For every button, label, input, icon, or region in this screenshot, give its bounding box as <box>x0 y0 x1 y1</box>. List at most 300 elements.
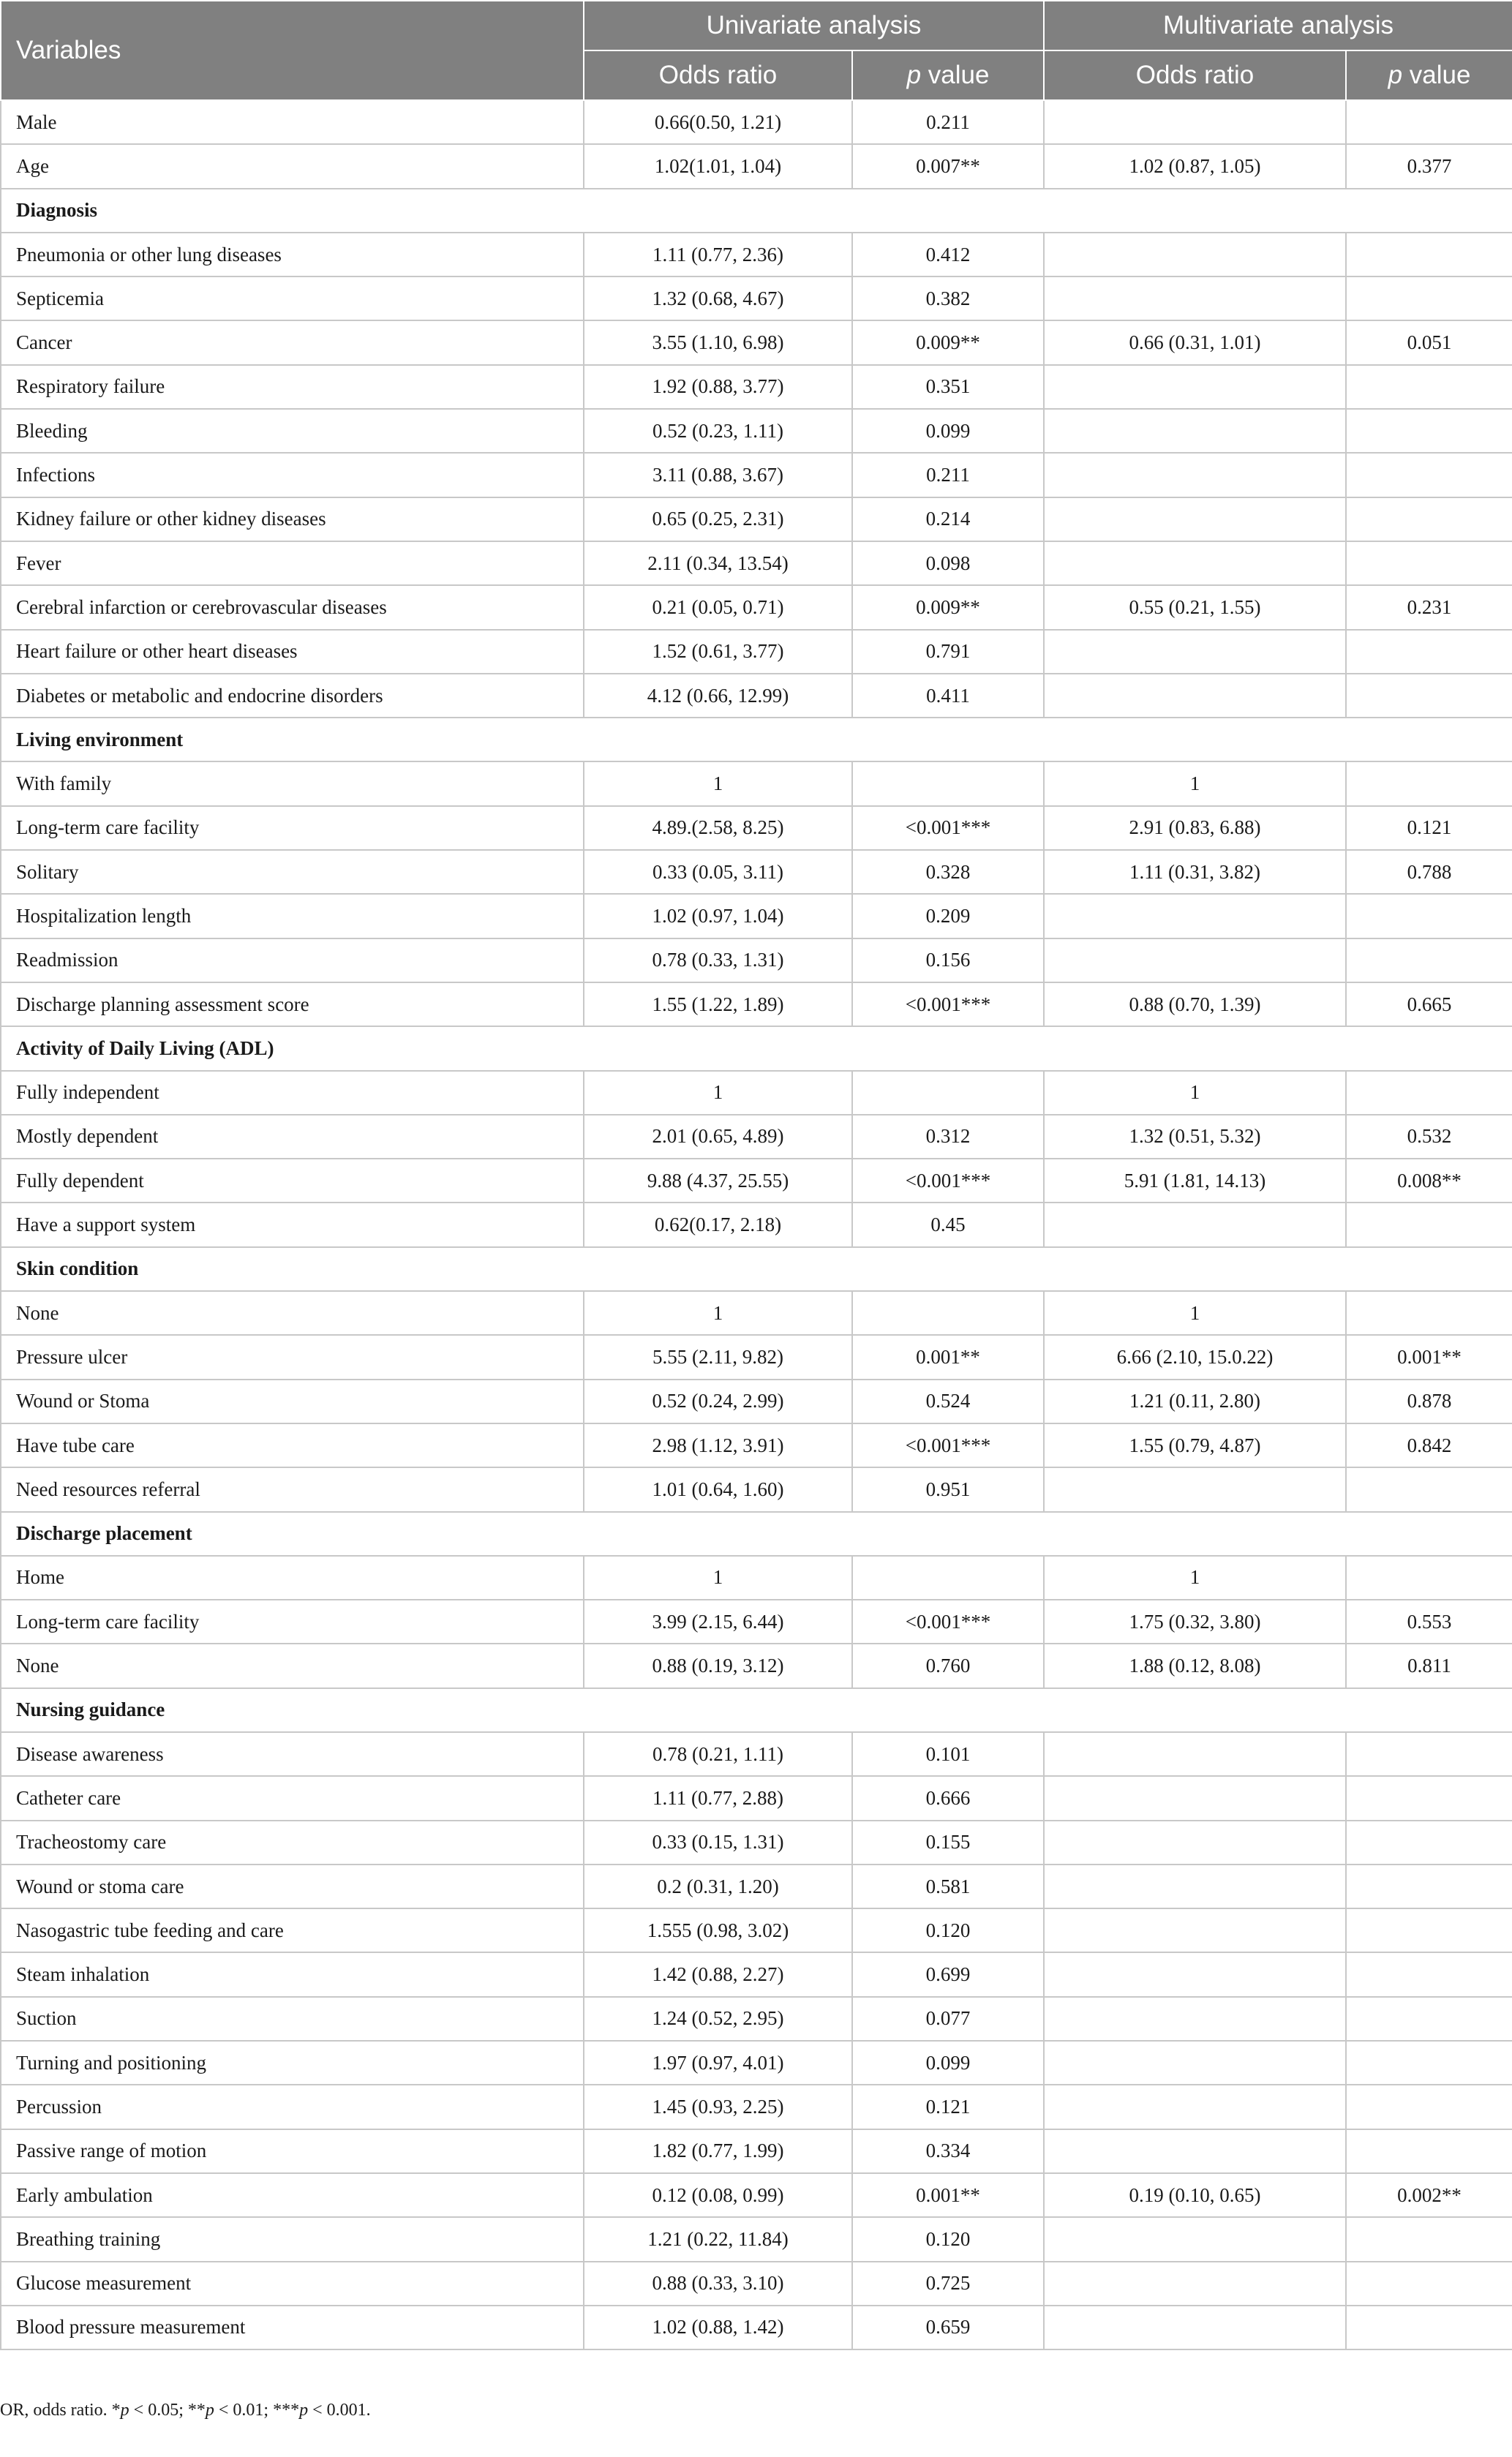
table-row <box>1 1071 1512 1115</box>
univariate-odds-ratio-cell: 2.98 (1.12, 3.91) <box>584 1423 852 1467</box>
variable-cell: Pneumonia or other lung diseases <box>1 233 584 276</box>
multivariate-odds-ratio-cell <box>1044 1908 1346 1952</box>
header-variables: Variables <box>1 1 584 100</box>
variable-cell: Breathing training <box>1 2217 584 2261</box>
multivariate-odds-ratio-cell: 1 <box>1044 1071 1346 1115</box>
section-label: Nursing guidance <box>1 1688 1512 1732</box>
univariate-p-value-cell: 0.209 <box>852 894 1044 938</box>
univariate-odds-ratio-cell: 3.11 (0.88, 3.67) <box>584 453 852 497</box>
univariate-odds-ratio-cell: 9.88 (4.37, 25.55) <box>584 1159 852 1203</box>
multivariate-p-value-cell <box>1346 453 1512 497</box>
univariate-odds-ratio-cell: 0.88 (0.19, 3.12) <box>584 1644 852 1687</box>
multivariate-p-value-cell: 0.121 <box>1346 806 1512 850</box>
univariate-p-value-cell: 0.312 <box>852 1115 1044 1159</box>
multivariate-p-value-cell <box>1346 2262 1512 2306</box>
footnote-p: p <box>205 2401 214 2420</box>
variable-cell: Diabetes or metabolic and endocrine disorders <box>1 674 584 718</box>
multivariate-p-value-cell <box>1346 233 1512 276</box>
univariate-odds-ratio-cell: 0.62(0.17, 2.18) <box>584 1203 852 1246</box>
multivariate-odds-ratio-cell <box>1044 541 1346 585</box>
univariate-p-value-cell: 0.101 <box>852 1732 1044 1776</box>
univariate-odds-ratio-cell: 1.97 (0.97, 4.01) <box>584 2041 852 2085</box>
multivariate-p-value-cell <box>1346 1865 1512 1908</box>
variable-cell: With family <box>1 761 584 805</box>
variable-cell: Wound or stoma care <box>1 1865 584 1908</box>
multivariate-odds-ratio-cell: 1.11 (0.31, 3.82) <box>1044 850 1346 894</box>
variable-cell: Solitary <box>1 850 584 894</box>
variable-cell: Nasogastric tube feeding and care <box>1 1908 584 1952</box>
table-row <box>1 100 1512 144</box>
multivariate-odds-ratio-cell: 1.21 (0.11, 2.80) <box>1044 1380 1346 1423</box>
multivariate-p-value-cell <box>1346 1997 1512 2041</box>
univariate-p-value-cell: <0.001*** <box>852 1600 1044 1644</box>
table-footnote <box>0 2401 371 2420</box>
table-row <box>1 453 1512 497</box>
multivariate-p-value-cell: 0.377 <box>1346 144 1512 188</box>
univariate-odds-ratio-cell: 2.01 (0.65, 4.89) <box>584 1115 852 1159</box>
table-row <box>1 1952 1512 1996</box>
univariate-p-value-cell: 0.951 <box>852 1467 1044 1511</box>
section-label: Discharge placement <box>1 1512 1512 1556</box>
univariate-p-value-cell: <0.001*** <box>852 806 1044 850</box>
variable-cell: Fever <box>1 541 584 585</box>
multivariate-odds-ratio-cell: 1 <box>1044 1556 1346 1600</box>
table-row <box>1 585 1512 629</box>
univariate-p-value-cell: 0.009** <box>852 585 1044 629</box>
table-row <box>1 1600 1512 1644</box>
univariate-odds-ratio-cell: 1.45 (0.93, 2.25) <box>584 2085 852 2129</box>
multivariate-odds-ratio-cell <box>1044 1203 1346 1246</box>
variable-cell: Have a support system <box>1 1203 584 1246</box>
multivariate-odds-ratio-cell <box>1044 630 1346 674</box>
univariate-p-value-cell: 0.007** <box>852 144 1044 188</box>
univariate-odds-ratio-cell: 0.52 (0.24, 2.99) <box>584 1380 852 1423</box>
multivariate-p-value-cell <box>1346 1467 1512 1511</box>
table-row <box>1 409 1512 453</box>
table-row <box>1 320 1512 364</box>
variable-cell: Age <box>1 144 584 188</box>
table-row <box>1 1467 1512 1511</box>
multivariate-p-value-cell: 0.008** <box>1346 1159 1512 1203</box>
header-row-1 <box>1 1 1512 50</box>
univariate-p-value-cell <box>852 761 1044 805</box>
univariate-odds-ratio-cell: 1.32 (0.68, 4.67) <box>584 276 852 320</box>
table-row <box>1 850 1512 894</box>
variable-cell: Disease awareness <box>1 1732 584 1776</box>
multivariate-p-value-cell <box>1346 1071 1512 1115</box>
multivariate-p-value-cell <box>1346 761 1512 805</box>
univariate-odds-ratio-cell: 0.21 (0.05, 0.71) <box>584 585 852 629</box>
univariate-p-value-cell: 0.760 <box>852 1644 1044 1687</box>
table-row <box>1 1380 1512 1423</box>
table-row <box>1 1335 1512 1379</box>
univariate-p-value-cell: 0.001** <box>852 1335 1044 1379</box>
univariate-p-value-cell: <0.001*** <box>852 982 1044 1026</box>
univariate-odds-ratio-cell: 5.55 (2.11, 9.82) <box>584 1335 852 1379</box>
univariate-odds-ratio-cell: 4.89.(2.58, 8.25) <box>584 806 852 850</box>
variable-cell: Long-term care facility <box>1 1600 584 1644</box>
multivariate-p-value-cell <box>1346 1908 1512 1952</box>
header-multi-p-value <box>1346 50 1512 100</box>
multivariate-odds-ratio-cell <box>1044 2129 1346 2173</box>
variable-cell: Fully dependent <box>1 1159 584 1203</box>
univariate-p-value-cell <box>852 1071 1044 1115</box>
footnote-p: p <box>299 2401 309 2420</box>
header-uni-odds-ratio: Odds ratio <box>584 50 852 100</box>
univariate-p-value-cell: 0.411 <box>852 674 1044 718</box>
multivariate-p-value-cell <box>1346 938 1512 982</box>
multivariate-odds-ratio-cell: 5.91 (1.81, 14.13) <box>1044 1159 1346 1203</box>
multivariate-odds-ratio-cell <box>1044 276 1346 320</box>
multivariate-odds-ratio-cell <box>1044 100 1346 144</box>
table-row <box>1 1556 1512 1600</box>
table-row <box>1 894 1512 938</box>
table-row <box>1 144 1512 188</box>
multivariate-odds-ratio-cell: 0.88 (0.70, 1.39) <box>1044 982 1346 1026</box>
univariate-p-value-cell: 0.120 <box>852 1908 1044 1952</box>
header-p-letter: p <box>906 61 922 89</box>
multivariate-p-value-cell <box>1346 1821 1512 1865</box>
multivariate-p-value-cell <box>1346 541 1512 585</box>
variable-cell: None <box>1 1644 584 1687</box>
univariate-p-value-cell: 0.412 <box>852 233 1044 276</box>
univariate-p-value-cell: 0.211 <box>852 453 1044 497</box>
univariate-odds-ratio-cell: 1 <box>584 761 852 805</box>
multivariate-odds-ratio-cell <box>1044 1776 1346 1820</box>
variable-cell: Wound or Stoma <box>1 1380 584 1423</box>
univariate-p-value-cell: 0.099 <box>852 409 1044 453</box>
univariate-p-value-cell: 0.791 <box>852 630 1044 674</box>
variable-cell: Bleeding <box>1 409 584 453</box>
univariate-odds-ratio-cell: 4.12 (0.66, 12.99) <box>584 674 852 718</box>
univariate-p-value-cell: 0.351 <box>852 365 1044 409</box>
multivariate-p-value-cell: 0.665 <box>1346 982 1512 1026</box>
multivariate-p-value-cell <box>1346 497 1512 541</box>
multivariate-odds-ratio-cell <box>1044 1865 1346 1908</box>
univariate-p-value-cell: 0.45 <box>852 1203 1044 1246</box>
multivariate-odds-ratio-cell <box>1044 453 1346 497</box>
table-row <box>1 233 1512 276</box>
univariate-odds-ratio-cell: 1.42 (0.88, 2.27) <box>584 1952 852 1996</box>
multivariate-odds-ratio-cell <box>1044 409 1346 453</box>
section-header-row <box>1 189 1512 233</box>
univariate-p-value-cell: 0.211 <box>852 100 1044 144</box>
univariate-odds-ratio-cell: 1.21 (0.22, 11.84) <box>584 2217 852 2261</box>
univariate-p-value-cell: 0.382 <box>852 276 1044 320</box>
multivariate-odds-ratio-cell: 1.02 (0.87, 1.05) <box>1044 144 1346 188</box>
table-row <box>1 2262 1512 2306</box>
variable-cell: Fully independent <box>1 1071 584 1115</box>
footnote-threshold: < 0.001. <box>308 2401 371 2420</box>
table-row <box>1 630 1512 674</box>
univariate-p-value-cell: 0.334 <box>852 2129 1044 2173</box>
univariate-p-value-cell: <0.001*** <box>852 1423 1044 1467</box>
univariate-odds-ratio-cell: 1.02 (0.88, 1.42) <box>584 2306 852 2349</box>
multivariate-p-value-cell <box>1346 894 1512 938</box>
multivariate-p-value-cell <box>1346 1776 1512 1820</box>
multivariate-odds-ratio-cell <box>1044 2085 1346 2129</box>
multivariate-p-value-cell <box>1346 1556 1512 1600</box>
section-header-row <box>1 718 1512 761</box>
section-header-row <box>1 1026 1512 1070</box>
table-header <box>1 1 1512 100</box>
table-row <box>1 982 1512 1026</box>
univariate-odds-ratio-cell: 1.11 (0.77, 2.88) <box>584 1776 852 1820</box>
variable-cell: Pressure ulcer <box>1 1335 584 1379</box>
multivariate-odds-ratio-cell: 0.19 (0.10, 0.65) <box>1044 2173 1346 2217</box>
univariate-odds-ratio-cell: 1 <box>584 1291 852 1335</box>
multivariate-p-value-cell: 0.842 <box>1346 1423 1512 1467</box>
univariate-odds-ratio-cell: 0.12 (0.08, 0.99) <box>584 2173 852 2217</box>
footnote-or-definition: OR, odds ratio. <box>0 2401 112 2420</box>
variable-cell: Hospitalization length <box>1 894 584 938</box>
variable-cell: Suction <box>1 1997 584 2041</box>
section-label: Living environment <box>1 718 1512 761</box>
univariate-odds-ratio-cell: 0.66(0.50, 1.21) <box>584 100 852 144</box>
variable-cell: Home <box>1 1556 584 1600</box>
univariate-odds-ratio-cell: 1 <box>584 1556 852 1600</box>
table-body <box>1 100 1512 2349</box>
multivariate-p-value-cell: 0.051 <box>1346 320 1512 364</box>
univariate-odds-ratio-cell: 0.33 (0.15, 1.31) <box>584 1821 852 1865</box>
variable-cell: Discharge planning assessment score <box>1 982 584 1026</box>
table-row <box>1 1644 1512 1687</box>
univariate-p-value-cell: 0.120 <box>852 2217 1044 2261</box>
table-row <box>1 1203 1512 1246</box>
multivariate-odds-ratio-cell <box>1044 1952 1346 1996</box>
univariate-p-value-cell: 0.156 <box>852 938 1044 982</box>
table-row <box>1 806 1512 850</box>
table-row <box>1 1997 1512 2041</box>
multivariate-p-value-cell <box>1346 1291 1512 1335</box>
footnote-threshold: < 0.05; ** <box>129 2401 206 2420</box>
section-header-row <box>1 1512 1512 1556</box>
variable-cell: Need resources referral <box>1 1467 584 1511</box>
variable-cell: Mostly dependent <box>1 1115 584 1159</box>
section-label: Diagnosis <box>1 189 1512 233</box>
multivariate-odds-ratio-cell <box>1044 2217 1346 2261</box>
multivariate-odds-ratio-cell: 6.66 (2.10, 15.0.22) <box>1044 1335 1346 1379</box>
variable-cell: Tracheostomy care <box>1 1821 584 1865</box>
header-uni-p-value <box>852 50 1044 100</box>
section-label: Skin condition <box>1 1247 1512 1291</box>
variable-cell: Passive range of motion <box>1 2129 584 2173</box>
univariate-odds-ratio-cell: 1.11 (0.77, 2.36) <box>584 233 852 276</box>
table-row <box>1 2173 1512 2217</box>
footnote-threshold: < 0.01; *** <box>214 2401 300 2420</box>
univariate-p-value-cell: 0.659 <box>852 2306 1044 2349</box>
multivariate-odds-ratio-cell: 1.55 (0.79, 4.87) <box>1044 1423 1346 1467</box>
variable-cell: Respiratory failure <box>1 365 584 409</box>
header-p-letter: p <box>1388 61 1403 89</box>
table-row <box>1 938 1512 982</box>
univariate-odds-ratio-cell: 0.65 (0.25, 2.31) <box>584 497 852 541</box>
table-row <box>1 1291 1512 1335</box>
multivariate-p-value-cell <box>1346 409 1512 453</box>
univariate-p-value-cell: <0.001*** <box>852 1159 1044 1203</box>
univariate-p-value-cell: 0.699 <box>852 1952 1044 1996</box>
univariate-p-value-cell: 0.009** <box>852 320 1044 364</box>
variable-cell: Long-term care facility <box>1 806 584 850</box>
table-row <box>1 1821 1512 1865</box>
table-row <box>1 674 1512 718</box>
multivariate-p-value-cell <box>1346 1203 1512 1246</box>
univariate-p-value-cell: 0.099 <box>852 2041 1044 2085</box>
header-multivariate-analysis: Multivariate analysis <box>1044 1 1512 50</box>
table-row <box>1 1908 1512 1952</box>
univariate-odds-ratio-cell: 1 <box>584 1071 852 1115</box>
univariate-odds-ratio-cell: 2.11 (0.34, 13.54) <box>584 541 852 585</box>
footnote-p: p <box>120 2401 129 2420</box>
section-header-row <box>1 1247 1512 1291</box>
multivariate-p-value-cell: 0.811 <box>1346 1644 1512 1687</box>
univariate-p-value-cell: 0.524 <box>852 1380 1044 1423</box>
section-header-row <box>1 1688 1512 1732</box>
multivariate-p-value-cell <box>1346 2129 1512 2173</box>
univariate-odds-ratio-cell: 0.78 (0.21, 1.11) <box>584 1732 852 1776</box>
multivariate-odds-ratio-cell <box>1044 1997 1346 2041</box>
multivariate-odds-ratio-cell <box>1044 365 1346 409</box>
header-value-word: value <box>928 61 990 89</box>
footnote-star: * <box>111 2401 121 2420</box>
table-row <box>1 1159 1512 1203</box>
multivariate-odds-ratio-cell: 1.75 (0.32, 3.80) <box>1044 1600 1346 1644</box>
univariate-p-value-cell: 0.581 <box>852 1865 1044 1908</box>
multivariate-p-value-cell: 0.532 <box>1346 1115 1512 1159</box>
univariate-p-value-cell <box>852 1556 1044 1600</box>
univariate-p-value-cell: 0.214 <box>852 497 1044 541</box>
table-row <box>1 2306 1512 2349</box>
univariate-odds-ratio-cell: 1.52 (0.61, 3.77) <box>584 630 852 674</box>
univariate-p-value-cell: 0.121 <box>852 2085 1044 2129</box>
table-row <box>1 2041 1512 2085</box>
multivariate-odds-ratio-cell: 1.88 (0.12, 8.08) <box>1044 1644 1346 1687</box>
multivariate-p-value-cell <box>1346 1732 1512 1776</box>
multivariate-odds-ratio-cell: 1.32 (0.51, 5.32) <box>1044 1115 1346 1159</box>
multivariate-odds-ratio-cell: 0.55 (0.21, 1.55) <box>1044 585 1346 629</box>
header-value-word: value <box>1409 61 1471 89</box>
multivariate-p-value-cell: 0.553 <box>1346 1600 1512 1644</box>
multivariate-odds-ratio-cell: 2.91 (0.83, 6.88) <box>1044 806 1346 850</box>
variable-cell: Male <box>1 100 584 144</box>
table-row <box>1 1423 1512 1467</box>
multivariate-p-value-cell: 0.788 <box>1346 850 1512 894</box>
variable-cell: Heart failure or other heart diseases <box>1 630 584 674</box>
multivariate-p-value-cell <box>1346 365 1512 409</box>
multivariate-p-value-cell <box>1346 2217 1512 2261</box>
univariate-p-value-cell: 0.666 <box>852 1776 1044 1820</box>
header-univariate-analysis: Univariate analysis <box>584 1 1044 50</box>
univariate-odds-ratio-cell: 0.88 (0.33, 3.10) <box>584 2262 852 2306</box>
multivariate-odds-ratio-cell: 1 <box>1044 1291 1346 1335</box>
table-row <box>1 2129 1512 2173</box>
multivariate-odds-ratio-cell <box>1044 497 1346 541</box>
variable-cell: Readmission <box>1 938 584 982</box>
multivariate-p-value-cell <box>1346 1952 1512 1996</box>
variable-cell: Early ambulation <box>1 2173 584 2217</box>
table-row <box>1 1732 1512 1776</box>
univariate-odds-ratio-cell: 1.02 (0.97, 1.04) <box>584 894 852 938</box>
multivariate-p-value-cell <box>1346 2306 1512 2349</box>
table-row <box>1 541 1512 585</box>
header-multi-odds-ratio: Odds ratio <box>1044 50 1346 100</box>
variable-cell: Blood pressure measurement <box>1 2306 584 2349</box>
multivariate-odds-ratio-cell <box>1044 2041 1346 2085</box>
section-label: Activity of Daily Living (ADL) <box>1 1026 1512 1070</box>
multivariate-p-value-cell: 0.001** <box>1346 1335 1512 1379</box>
table-row <box>1 1865 1512 1908</box>
variable-cell: Kidney failure or other kidney diseases <box>1 497 584 541</box>
multivariate-p-value-cell <box>1346 276 1512 320</box>
multivariate-odds-ratio-cell <box>1044 233 1346 276</box>
univariate-odds-ratio-cell: 1.92 (0.88, 3.77) <box>584 365 852 409</box>
univariate-odds-ratio-cell: 0.2 (0.31, 1.20) <box>584 1865 852 1908</box>
variable-cell: Catheter care <box>1 1776 584 1820</box>
multivariate-p-value-cell: 0.231 <box>1346 585 1512 629</box>
univariate-p-value-cell <box>852 1291 1044 1335</box>
multivariate-odds-ratio-cell <box>1044 1821 1346 1865</box>
variable-cell: Glucose measurement <box>1 2262 584 2306</box>
multivariate-odds-ratio-cell <box>1044 1467 1346 1511</box>
univariate-p-value-cell: 0.098 <box>852 541 1044 585</box>
univariate-p-value-cell: 0.077 <box>852 1997 1044 2041</box>
univariate-odds-ratio-cell: 1.02(1.01, 1.04) <box>584 144 852 188</box>
variable-cell: Turning and positioning <box>1 2041 584 2085</box>
multivariate-p-value-cell: 0.002** <box>1346 2173 1512 2217</box>
multivariate-odds-ratio-cell <box>1044 894 1346 938</box>
univariate-odds-ratio-cell: 0.33 (0.05, 3.11) <box>584 850 852 894</box>
table-row <box>1 276 1512 320</box>
variable-cell: Percussion <box>1 2085 584 2129</box>
multivariate-odds-ratio-cell: 1 <box>1044 761 1346 805</box>
univariate-odds-ratio-cell: 0.78 (0.33, 1.31) <box>584 938 852 982</box>
univariate-odds-ratio-cell: 1.555 (0.98, 3.02) <box>584 1908 852 1952</box>
univariate-p-value-cell: 0.725 <box>852 2262 1044 2306</box>
univariate-odds-ratio-cell: 1.82 (0.77, 1.99) <box>584 2129 852 2173</box>
table-row <box>1 497 1512 541</box>
univariate-p-value-cell: 0.155 <box>852 1821 1044 1865</box>
multivariate-p-value-cell <box>1346 2085 1512 2129</box>
multivariate-p-value-cell <box>1346 674 1512 718</box>
table-row <box>1 761 1512 805</box>
variable-cell: Have tube care <box>1 1423 584 1467</box>
variable-cell: Septicemia <box>1 276 584 320</box>
multivariate-p-value-cell <box>1346 100 1512 144</box>
variable-cell: Steam inhalation <box>1 1952 584 1996</box>
univariate-odds-ratio-cell: 1.55 (1.22, 1.89) <box>584 982 852 1026</box>
univariate-odds-ratio-cell: 3.55 (1.10, 6.98) <box>584 320 852 364</box>
variable-cell: None <box>1 1291 584 1335</box>
variable-cell: Cerebral infarction or cerebrovascular diseases <box>1 585 584 629</box>
multivariate-p-value-cell: 0.878 <box>1346 1380 1512 1423</box>
multivariate-odds-ratio-cell <box>1044 938 1346 982</box>
table-row <box>1 1776 1512 1820</box>
univariate-p-value-cell: 0.328 <box>852 850 1044 894</box>
univariate-odds-ratio-cell: 1.24 (0.52, 2.95) <box>584 1997 852 2041</box>
multivariate-odds-ratio-cell <box>1044 2262 1346 2306</box>
variable-cell: Infections <box>1 453 584 497</box>
table-row <box>1 365 1512 409</box>
multivariate-odds-ratio-cell <box>1044 674 1346 718</box>
multivariate-odds-ratio-cell <box>1044 1732 1346 1776</box>
multivariate-odds-ratio-cell <box>1044 2306 1346 2349</box>
univariate-odds-ratio-cell: 1.01 (0.64, 1.60) <box>584 1467 852 1511</box>
multivariate-p-value-cell <box>1346 2041 1512 2085</box>
multivariate-p-value-cell <box>1346 630 1512 674</box>
table-row <box>1 2085 1512 2129</box>
table-row <box>1 2217 1512 2261</box>
univariate-p-value-cell: 0.001** <box>852 2173 1044 2217</box>
